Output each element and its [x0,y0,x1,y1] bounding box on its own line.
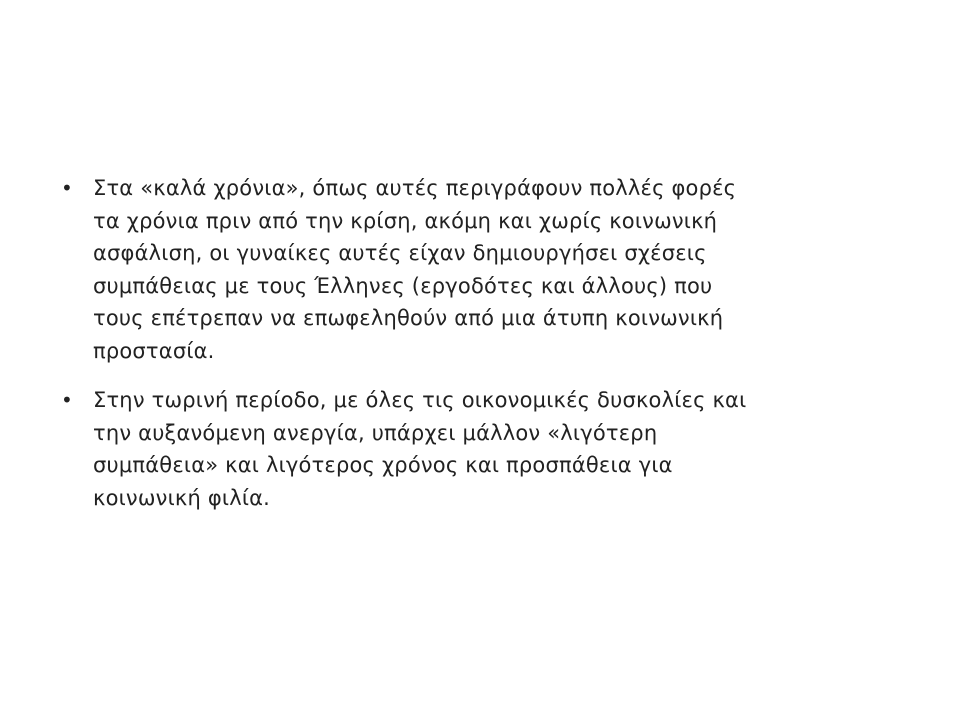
bullet-1-line-5: τους επέτρεπαν να επωφεληθούν από μια άτυπη κοινωνική [93,306,724,330]
bullet-1-line-6: προστασία. [93,338,215,363]
bullet-marker: • [61,176,73,200]
bullet-item-2 [60,384,900,514]
slide-body [60,172,900,531]
bullet-1-line-4: συμπάθειας με τους Έλληνες (εργοδότες και άλλους) που [93,273,713,298]
bullet-marker: • [61,388,73,412]
bullet-1-line-3: ασφάλιση, οι γυναίκες αυτές είχαν δημιουργήσει σχέσεις [93,241,707,265]
bullet-2-line-4: κοινωνική φιλία. [93,485,271,510]
bullet-list [60,172,900,514]
bullet-1-line-2: τα χρόνια πριν από την κρίση, ακόμη και χωρίς κοινωνική [93,208,718,233]
bullet-2-line-2: την αυξανόμενη ανεργία, υπάρχει μάλλον «λιγότερη [93,420,658,445]
bullet-2-line-3: συμπάθεια» και λιγότερος χρόνος και προσπάθεια για [93,453,673,477]
bullet-2-line-1: Στην τωρινή περίοδο, με όλες τις οικονομικές δυσκολίες και [93,388,747,412]
bullet-item-1 [60,172,900,367]
bullet-1-line-1: Στα «καλά χρόνια», όπως αυτές περιγράφουν πολλές φορές [93,176,737,200]
